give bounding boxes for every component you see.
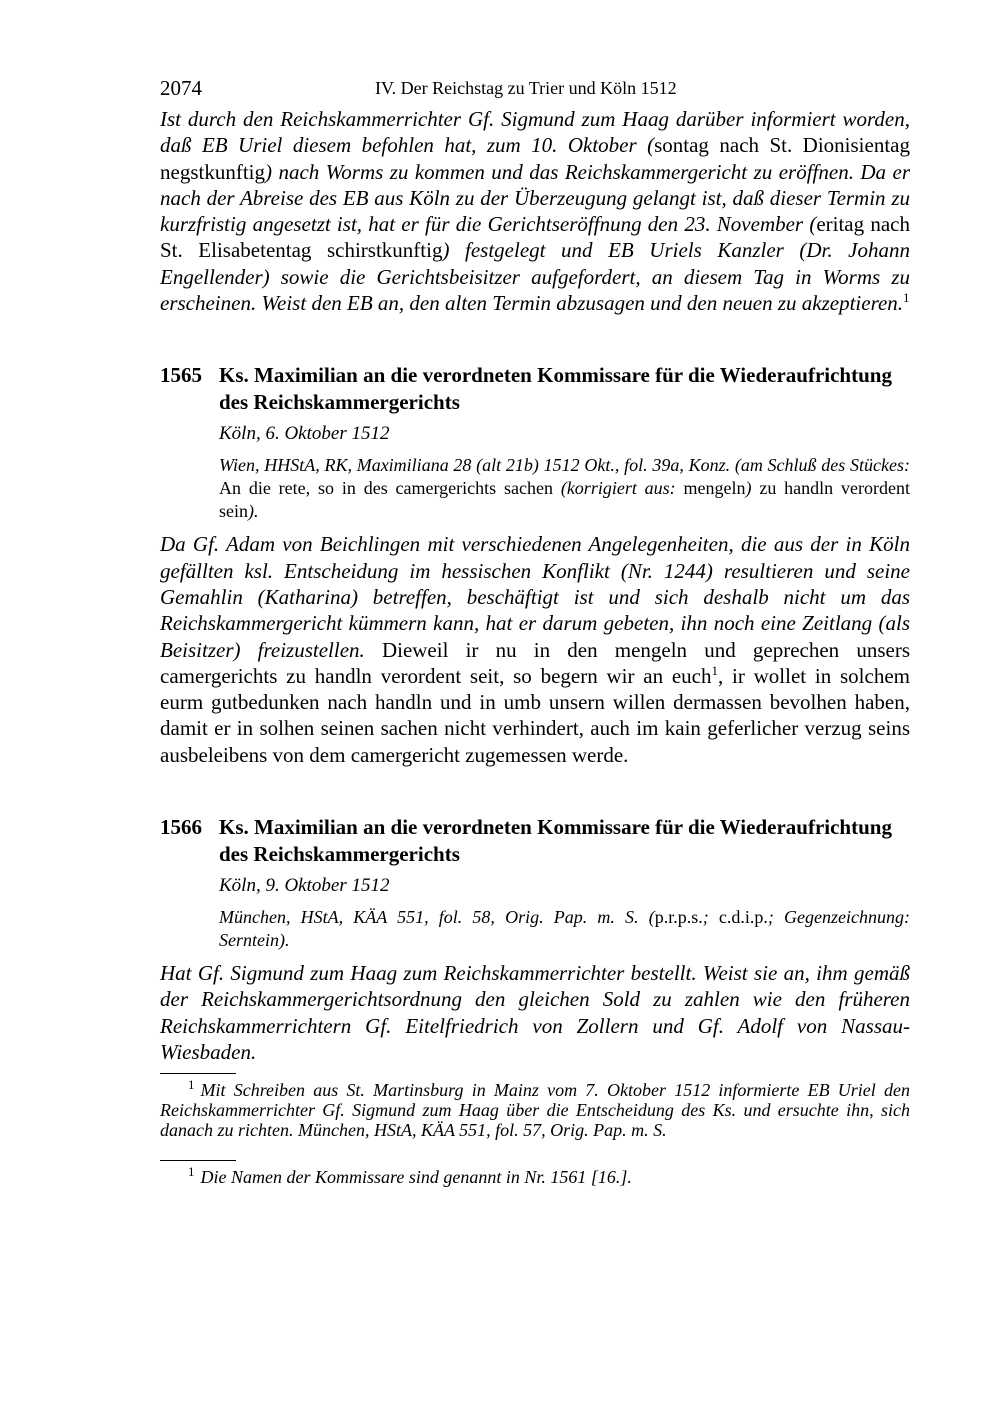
source-text: ) — [745, 478, 760, 499]
source-text: ). — [248, 501, 259, 522]
document-page — [160, 76, 910, 1187]
footnote-text: Die Namen der Kommissare sind genannt in Nr. 1561 [16.]. — [200, 1167, 632, 1188]
footnote-reference: 1 — [903, 290, 910, 306]
source-text: München, HStA, KÄA 551, fol. 58, Orig. Pap. m. S. ( — [219, 907, 655, 928]
intro-text-3: ) festgelegt und EB Uriels Kanzler (Dr. Johann Engellender) sowie die Gerichtsbeisitzer aufgefordert, an diesem Tag in Worms zu erscheinen. Weist den EB an, den alten Termin abzusagen und den neuen zu akzeptieren. — [160, 238, 910, 316]
page-number: 2074 — [160, 76, 202, 100]
footnote-divider — [160, 1160, 236, 1161]
source-citation — [219, 906, 910, 952]
source-text: ; — [702, 907, 719, 928]
footnote — [160, 1077, 910, 1141]
source-quote: zu handln verordent sein — [219, 478, 910, 522]
source-text: Wien, HHStA, RK, Maximiliana 28 (alt 21b) 1512 Okt., fol. 39a, Konz. (am Schluß des Stückes: — [219, 455, 910, 476]
source-quote: mengeln — [683, 478, 746, 499]
footnote-text: Mit Schreiben aus St. Martinsburg in Mainz vom 7. Oktober 1512 informierte EB Uriel den Reichskammerrichter Gf. Sigmund zum Haag über die Entscheidung des Ks. und ersuchte ihn, sich danach zu richten. München, HStA, KÄA 551, fol. 57, Orig. Pap. m. S. — [160, 1080, 910, 1141]
place-date: Köln, 6. Oktober 1512 — [219, 423, 390, 445]
footnote-divider — [160, 1073, 236, 1074]
summary-quote: Dieweil ir nu in den mengeln und geprechen unsers camergerichts zu handln verordent seit, so begern wir an euch — [160, 637, 910, 688]
entry-summary — [160, 531, 910, 768]
intro-text-2: ) nach Worms zu kommen und das Reichskammergericht zu eröffnen. Da er nach der Abreise des EB aus Köln zu der Überzeugung gelangt ist, daß dieser Termin zu kurzfristig angesetzt ist, hat er für die Gerichtseröffnung den 23. November ( — [160, 159, 910, 237]
footnote — [160, 1164, 910, 1188]
intro-quote-2: eritag nach St. Elisabetentag schirstkunftig — [160, 212, 910, 263]
entry-heading — [160, 362, 910, 416]
entry-number: 1566 — [160, 815, 202, 840]
place-date: Köln, 9. Oktober 1512 — [219, 875, 390, 897]
intro-text-1: Ist durch den Reichskammerrichter Gf. Sigmund zum Haag darüber informiert worden, daß EB Uriel diesem befohlen hat, zum 10. Oktober ( — [160, 107, 910, 158]
entry-1566 — [160, 814, 910, 1065]
source-quote: An die rete, so in des camergerichts sachen — [219, 478, 561, 499]
entry-summary: Hat Gf. Sigmund zum Haag zum Reichskammerrichter bestellt. Weist sie an, ihm gemäß der Reichskammergerichtsordnung den gleichen Sold zu zahlen wie den früheren Reichskammerrichtern Gf. Eitelfriedrich von Zollern und Gf. Adolf von Nassau-Wiesbaden. — [160, 961, 910, 1064]
intro-paragraph — [160, 106, 910, 316]
intro-quote-1: sontag nach St. Dionisientag negstkunftig — [160, 133, 910, 184]
source-citation — [219, 454, 910, 523]
entry-title: Ks. Maximilian an die verordneten Kommissare für die Wiederaufrichtung des Reichskammergerichts — [219, 363, 892, 415]
entry-number: 1565 — [160, 363, 202, 388]
running-title: IV. Der Reichstag zu Trier und Köln 1512 — [375, 78, 677, 98]
source-text: (korrigiert aus: — [560, 478, 684, 499]
source-quote: c.d.i.p. — [718, 907, 768, 928]
footnote-mark: 1 — [188, 1164, 195, 1180]
summary-regest: Da Gf. Adam von Beichlingen mit verschiedenen Angelegenheiten, die aus der in Köln gefällten ksl. Entscheidung im hessischen Konflikt (Nr. 1244) resultieren und seine Gemahlin (Katharina) betreffen, beschäftigt ist und sich deshalb nicht um das Reichskammergericht kümmern kann, hat er darum gebeten, ihn noch eine Zeitlang (als Beisitzer) freizustellen. — [160, 532, 910, 662]
footnote-reference: 1 — [711, 662, 718, 678]
entry-1565 — [160, 362, 910, 768]
source-quote: p.r.p.s. — [654, 907, 703, 928]
source-text: ; Gegenzeichnung: Serntein). — [219, 907, 910, 951]
entry-heading — [160, 814, 910, 868]
summary-quote: , ir wollet in solchem eurm gutbedunken nach handln und in umb unsern willen dermassen bevolhen haben, damit er in solhen seinen sachen nicht verhindert, auch im kain geferlicher verzug seins ausbeleibens von dem camergericht zugemessen werde. — [160, 663, 910, 767]
footnote-mark: 1 — [188, 1077, 195, 1093]
page-header — [160, 76, 910, 106]
entry-title: Ks. Maximilian an die verordneten Kommissare für die Wiederaufrichtung des Reichskammergerichts — [219, 815, 892, 867]
